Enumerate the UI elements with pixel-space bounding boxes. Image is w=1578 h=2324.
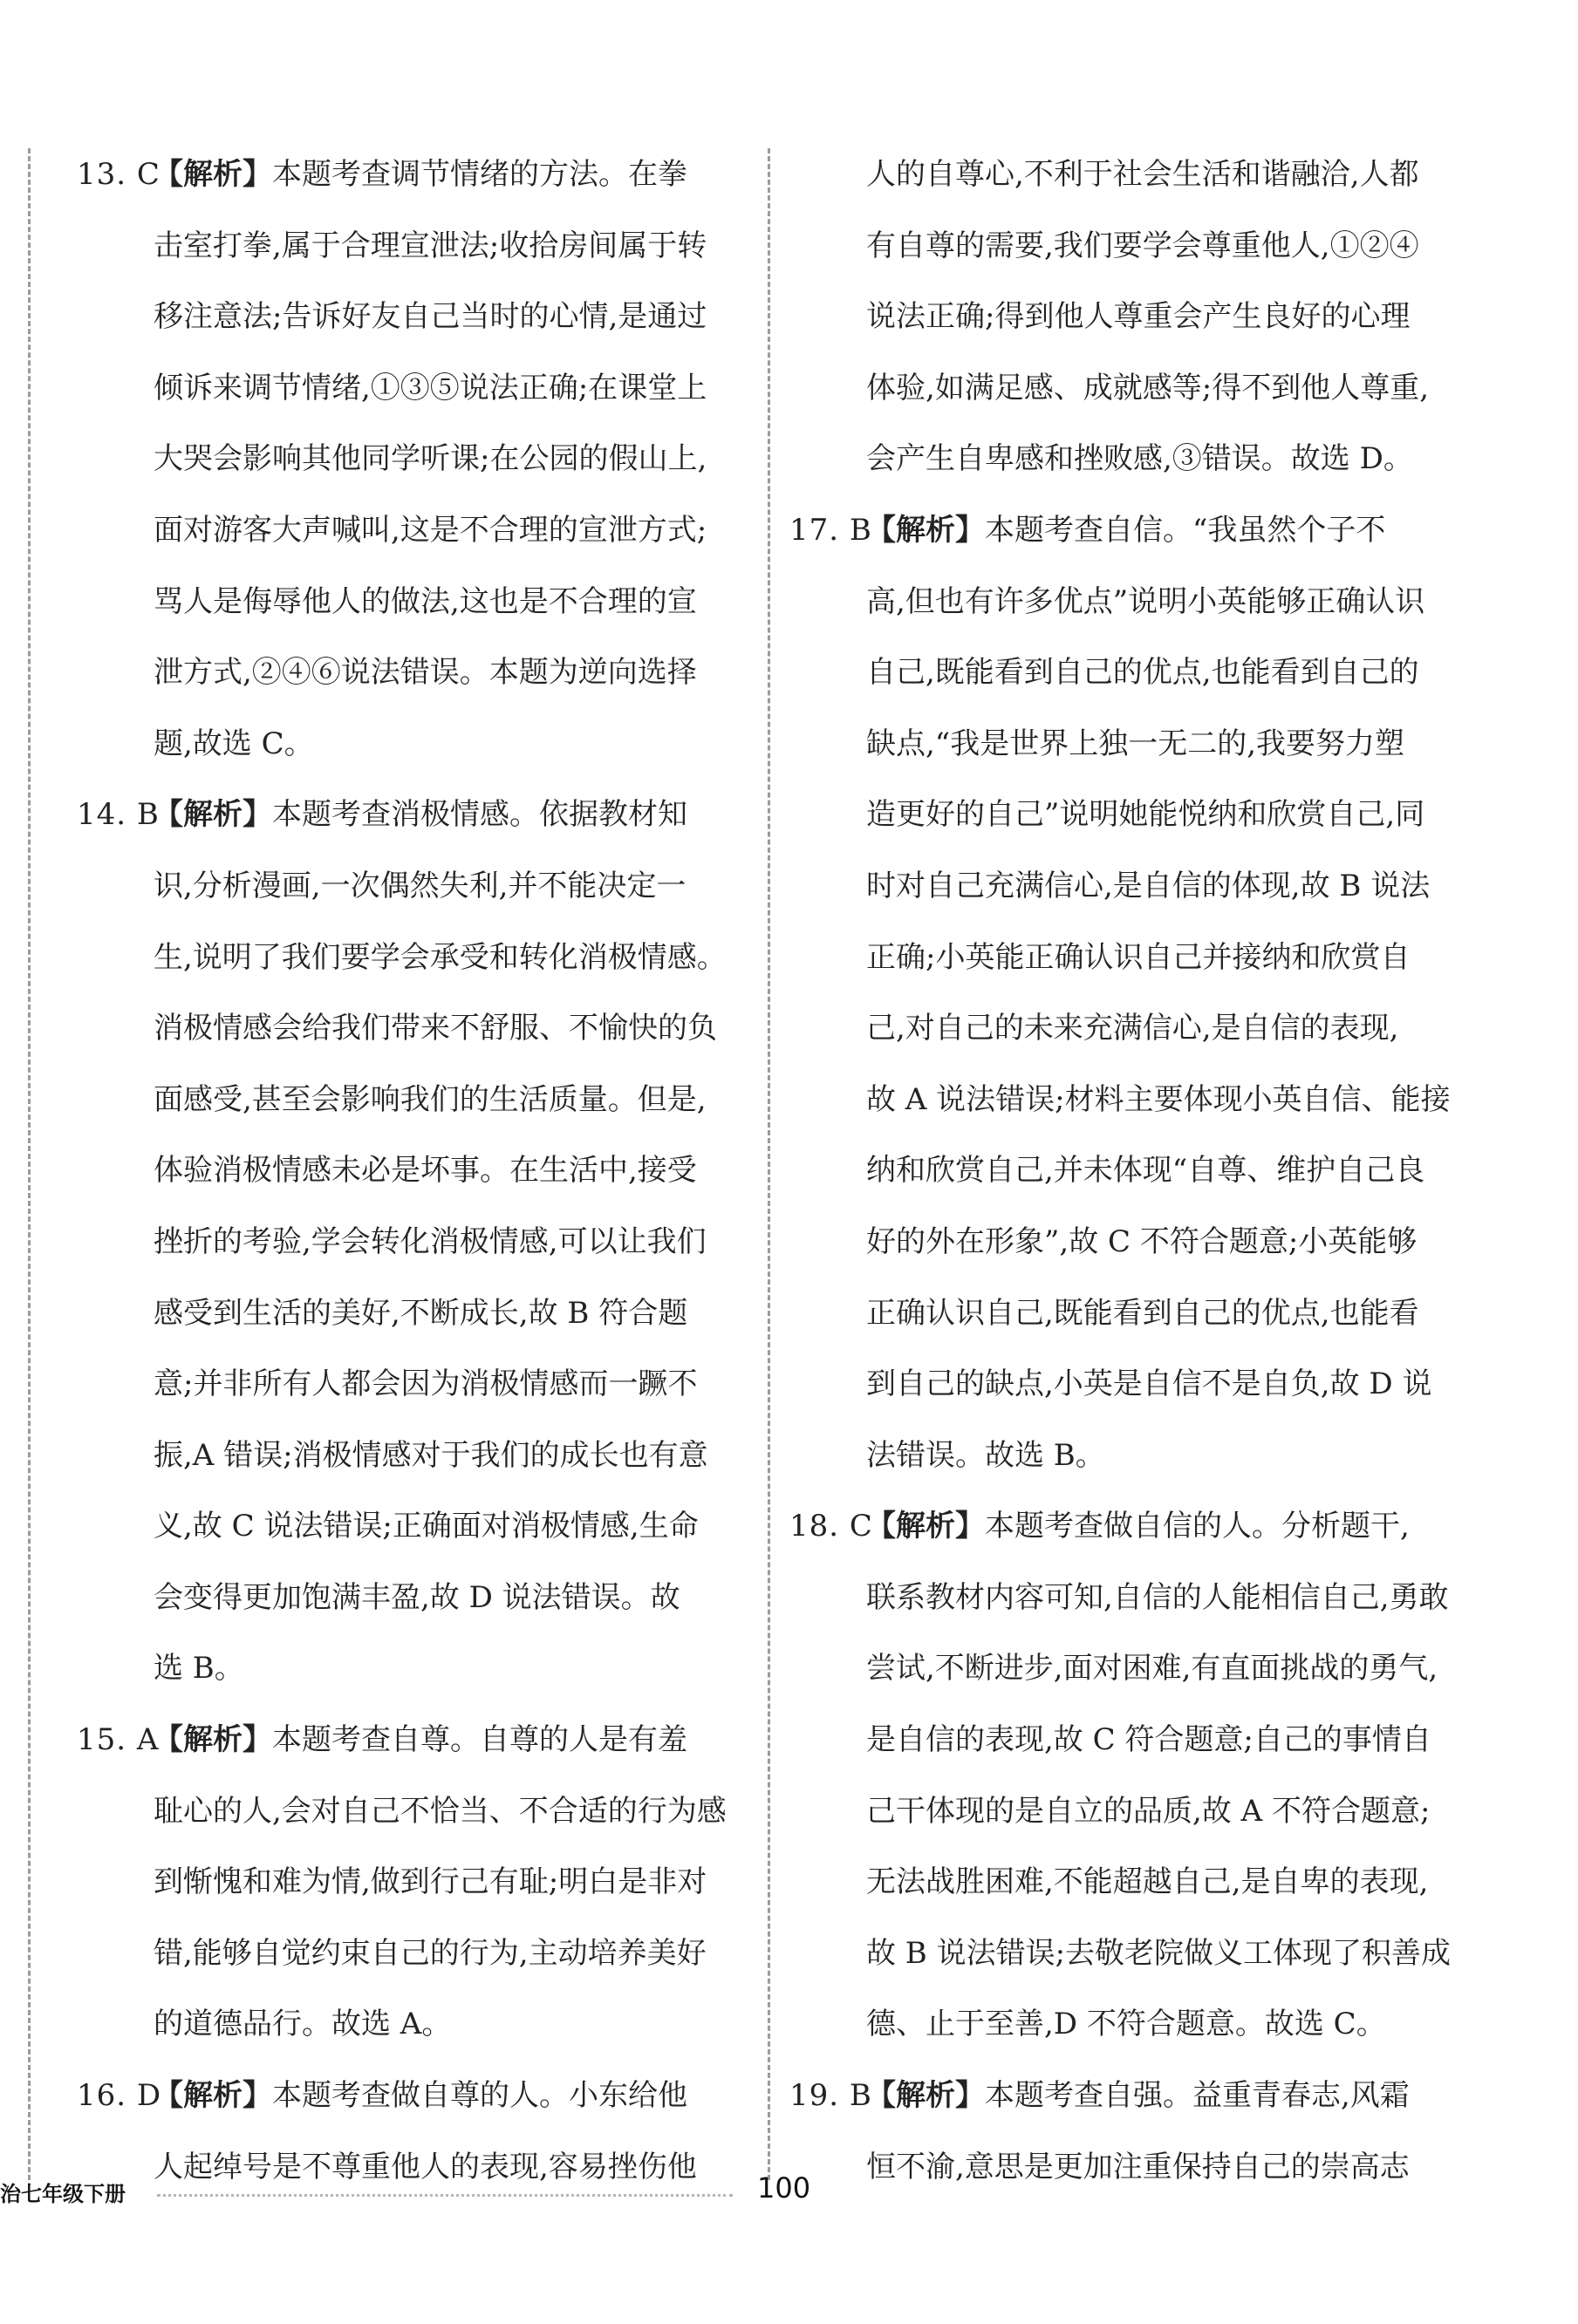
explanation-text: 本题考查做自尊的人。小东给他 <box>272 2078 687 2114</box>
answer-item <box>77 780 740 1705</box>
explanation-text: 人起绰号是不尊重他人的表现,容易挫伤他 <box>154 2149 697 2184</box>
explanation-text: 会变得更加饱满丰盈,故 D 说法错误。故 <box>154 1579 680 1615</box>
explanation-line <box>866 424 1452 495</box>
explanation-text: 本题考查调节情绪的方法。在拳 <box>272 157 687 192</box>
explanation-text: 挫折的考验,学会转化消极情感,可以让我们 <box>154 1223 707 1259</box>
explanation-line <box>866 1776 1452 1848</box>
explanation-line <box>154 1989 740 2061</box>
explanation-text: 人的自尊心,不利于社会生活和谐融洽,人都 <box>866 157 1419 192</box>
explanation-text: 本题考查消极情感。依据教材知 <box>272 797 687 833</box>
answer-item <box>789 2061 1452 2203</box>
explanation-line <box>866 1563 1452 1634</box>
explanation-text: 说法正确;得到他人尊重会产生良好的心理 <box>866 299 1411 335</box>
explanation-line <box>154 1278 740 1350</box>
analysis-tag: 【解析】 <box>866 1509 985 1544</box>
book-label: 治七年级下册 <box>0 2182 126 2206</box>
page-footer <box>0 2171 811 2215</box>
explanation-text: 本题考查做自信的人。分析题干, <box>985 1509 1410 1544</box>
explanation-text: 本题考查自信。“我虽然个子不 <box>985 512 1386 548</box>
explanation-text: 恒不渝,意思是更加注重保持自己的崇高志 <box>866 2149 1410 2184</box>
question-number: 18. C <box>789 1509 873 1544</box>
explanation-line <box>866 353 1452 425</box>
explanation-line <box>154 1633 740 1705</box>
explanation-line <box>866 923 1452 994</box>
explanation-line <box>866 567 1452 638</box>
explanation-text: 高,但也有许多优点”说明小英能够正确认识 <box>866 583 1425 619</box>
explanation-text: 振,A 错误;消极情感对于我们的成长也有意 <box>154 1437 708 1473</box>
explanation-text: 骂人是侮辱他人的做法,这也是不合理的宣 <box>154 583 697 619</box>
question-number: 14. B <box>77 797 160 833</box>
explanation-line <box>866 637 1452 709</box>
explanation-line <box>154 1491 740 1563</box>
explanation-line <box>154 1705 740 1776</box>
explanation-line <box>866 1705 1452 1776</box>
explanation-line <box>154 1135 740 1207</box>
explanation-text: 会产生自卑感和挫败感,③错误。故选 D。 <box>866 441 1413 477</box>
explanation-text: 消极情感会给我们带来不舒服、不愉快的负 <box>154 1011 717 1046</box>
explanation-line <box>866 993 1452 1065</box>
question-number: 16. D <box>77 2078 162 2114</box>
explanation-line <box>154 1349 740 1421</box>
analysis-tag: 【解析】 <box>866 2078 985 2114</box>
explanation-text: 面感受,甚至会影响我们的生活质量。但是, <box>154 1081 707 1117</box>
explanation-line <box>154 211 740 283</box>
explanation-line <box>154 637 740 709</box>
explanation-text: 面对游客大声喊叫,这是不合理的宣泄方式; <box>154 512 707 548</box>
explanation-text: 倾诉来调节情绪,①③⑤说法正确;在课堂上 <box>154 370 707 406</box>
explanation-text: 选 B。 <box>154 1651 244 1687</box>
explanation-line <box>866 1633 1452 1705</box>
explanation-text: 题,故选 C。 <box>154 726 314 761</box>
explanation-line <box>866 1918 1452 1990</box>
analysis-tag: 【解析】 <box>154 2078 272 2114</box>
explanation-text: 法错误。故选 B。 <box>866 1437 1105 1473</box>
explanation-text: 本题考查自尊。自尊的人是有羞 <box>272 1722 687 1758</box>
explanation-text: 故 B 说法错误;去敬老院做义工体现了积善成 <box>866 1935 1452 1971</box>
explanation-text: 是自信的表现,故 C 符合题意;自己的事情自 <box>866 1722 1431 1758</box>
explanation-text: 移注意法;告诉好友自己当时的心情,是通过 <box>154 299 707 335</box>
analysis-tag: 【解析】 <box>154 797 272 833</box>
analysis-tag: 【解析】 <box>154 1722 272 1758</box>
explanation-line <box>866 495 1452 567</box>
explanation-text: 击室打拳,属于合理宣泄法;收拾房间属于转 <box>154 228 707 263</box>
explanation-line <box>154 709 740 780</box>
explanation-line <box>154 2061 740 2132</box>
explanation-text: 尝试,不断进步,面对困难,有直面挑战的勇气, <box>866 1651 1438 1687</box>
explanation-text: 义,故 C 说法错误;正确面对消极情感,生命 <box>154 1509 699 1544</box>
column-divider <box>768 148 770 2180</box>
answer-item <box>789 140 1452 495</box>
explanation-line <box>866 1421 1452 1492</box>
explanation-text: 泄方式,②④⑥说法错误。本题为逆向选择 <box>154 655 697 691</box>
explanation-line <box>154 282 740 353</box>
explanation-line <box>154 567 740 638</box>
page-number: 100 <box>757 2171 811 2205</box>
explanation-text: 耻心的人,会对自己不恰当、不合适的行为感 <box>154 1793 727 1829</box>
explanation-line <box>866 1989 1452 2061</box>
explanation-line <box>866 780 1452 851</box>
answer-item <box>789 1491 1452 2061</box>
answer-item <box>789 495 1452 1491</box>
explanation-line <box>154 1563 740 1634</box>
answer-item <box>77 140 740 780</box>
explanation-line <box>154 1421 740 1492</box>
question-number: 17. B <box>789 512 872 548</box>
explanation-line <box>866 1207 1452 1278</box>
explanation-line <box>154 1847 740 1918</box>
explanation-text: 到自己的缺点,小英是自信不是自负,故 D 说 <box>866 1366 1432 1402</box>
explanation-line <box>154 851 740 923</box>
explanation-text: 联系教材内容可知,自信的人能相信自己,勇敢 <box>866 1579 1449 1615</box>
explanation-line <box>154 923 740 994</box>
explanation-line <box>154 495 740 567</box>
explanation-line <box>154 780 740 851</box>
explanation-text: 己干体现的是自立的品质,故 A 不符合题意; <box>866 1793 1431 1829</box>
explanation-line <box>866 1278 1452 1350</box>
explanation-line <box>154 424 740 495</box>
explanation-line <box>154 1065 740 1136</box>
explanation-line <box>154 353 740 425</box>
explanation-text: 正确;小英能正确认识自己并接纳和欣赏自 <box>866 939 1411 975</box>
right-column <box>789 140 1452 2203</box>
explanation-line <box>154 1776 740 1848</box>
question-number: 15. A <box>77 1722 160 1758</box>
explanation-text: 自己,既能看到自己的优点,也能看到自己的 <box>866 655 1419 691</box>
explanation-text: 识,分析漫画,一次偶然失利,并不能决定一 <box>154 868 687 903</box>
left-margin-guide <box>28 148 31 2180</box>
explanation-text: 时对自己充满信心,是自信的体现,故 B 说法 <box>866 868 1431 903</box>
analysis-tag: 【解析】 <box>866 512 985 548</box>
explanation-text: 本题考查自强。益重青春志,风霜 <box>985 2078 1410 2114</box>
left-column <box>77 140 740 2203</box>
explanation-line <box>866 2132 1452 2204</box>
explanation-text: 德、止于至善,D 不符合题意。故选 C。 <box>866 2007 1386 2042</box>
explanation-text: 缺点,“我是世界上独一无二的,我要努力塑 <box>866 726 1404 761</box>
question-number: 13. C <box>77 157 161 192</box>
explanation-text: 有自尊的需要,我们要学会尊重他人,①②④ <box>866 228 1419 263</box>
question-number: 19. B <box>789 2078 872 2114</box>
explanation-text: 大哭会影响其他同学听课;在公园的假山上, <box>154 441 707 477</box>
explanation-text: 正确认识自己,既能看到自己的优点,也能看 <box>866 1295 1419 1331</box>
explanation-line <box>866 211 1452 283</box>
explanation-line <box>866 709 1452 780</box>
explanation-line <box>866 851 1452 923</box>
explanation-text: 意;并非所有人都会因为消极情感而一蹶不 <box>154 1366 698 1402</box>
explanation-line <box>154 140 740 211</box>
explanation-line <box>866 1491 1452 1563</box>
explanation-text: 感受到生活的美好,不断成长,故 B 符合题 <box>154 1295 688 1331</box>
explanation-text: 造更好的自己”说明她能悦纳和欣赏自己,同 <box>866 797 1425 833</box>
explanation-line <box>154 1918 740 1990</box>
explanation-text: 的道德品行。故选 A。 <box>154 2007 452 2042</box>
explanation-line <box>866 1847 1452 1918</box>
explanation-text: 故 A 说法错误;材料主要体现小英自信、能接 <box>866 1081 1451 1117</box>
explanation-line <box>866 2061 1452 2132</box>
explanation-text: 无法战胜困难,不能超越自己,是自卑的表现, <box>866 1864 1429 1900</box>
explanation-line <box>154 1207 740 1278</box>
explanation-line <box>866 1349 1452 1421</box>
analysis-tag: 【解析】 <box>154 157 272 192</box>
explanation-text: 体验,如满足感、成就感等;得不到他人尊重, <box>866 370 1430 406</box>
explanation-text: 生,说明了我们要学会承受和转化消极情感。 <box>154 939 727 975</box>
explanation-line <box>866 282 1452 353</box>
explanation-text: 到惭愧和难为情,做到行己有耻;明白是非对 <box>154 1864 707 1900</box>
explanation-line <box>154 993 740 1065</box>
explanation-line <box>866 140 1452 211</box>
explanation-line <box>866 1135 1452 1207</box>
explanation-text: 己,对自己的未来充满信心,是自信的表现, <box>866 1011 1399 1046</box>
explanation-text: 体验消极情感未必是坏事。在生活中,接受 <box>154 1153 697 1189</box>
explanation-text: 错,能够自觉约束自己的行为,主动培养美好 <box>154 1935 707 1971</box>
explanation-text: 纳和欣赏自己,并未体现“自尊、维护自己良 <box>866 1153 1425 1189</box>
footer-dotted-line <box>157 2194 733 2197</box>
answer-item <box>77 1705 740 2061</box>
explanation-text: 好的外在形象”,故 C 不符合题意;小英能够 <box>866 1223 1417 1259</box>
explanation-line <box>866 1065 1452 1136</box>
